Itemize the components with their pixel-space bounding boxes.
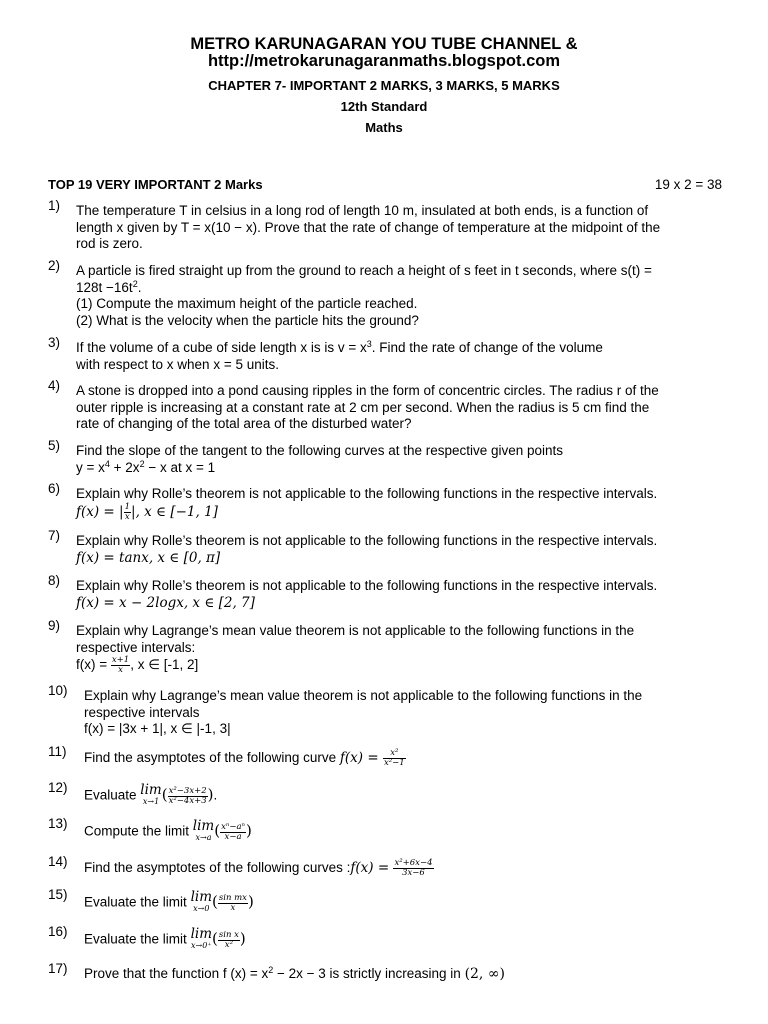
question-line: Explain why Lagrange’s mean value theorem is not applicable to the following functions in the [84, 688, 643, 703]
numerator: 1 [124, 501, 131, 512]
equation-text: If the volume of a cube of side length x is is v = x [76, 340, 367, 355]
fraction [124, 503, 131, 522]
fraction [218, 894, 248, 913]
question-number: 7) [48, 528, 61, 543]
subject-label: Maths [365, 120, 403, 135]
question-line: Explain why Rolle’s theorem is not applicable to the following functions in the respective intervals. [76, 533, 658, 548]
numerator: x²+6x−4 [394, 858, 433, 868]
denominator: x² [224, 939, 233, 950]
question-number: 6) [48, 481, 61, 496]
denominator: x [230, 902, 236, 913]
question-line [76, 340, 722, 357]
numerator: sin mx [218, 892, 247, 903]
question-number: 2) [48, 258, 61, 273]
question-line [76, 460, 722, 477]
question-text: Find the asymptotes of the following curves : [84, 860, 351, 876]
math-text: f(x) = [350, 860, 394, 877]
question-line: respective intervals [84, 704, 200, 720]
numerator: x² [383, 749, 406, 759]
denominator: x [118, 665, 123, 675]
fraction [383, 749, 406, 768]
question-line: A stone is dropped into a pond causing ripples in the form of concentric circles. The radius r of the [76, 383, 659, 398]
fraction [111, 656, 130, 675]
question-line: (2) What is the velocity when the particle hits the ground? [76, 312, 419, 328]
equation-text: 128t −16t [76, 279, 133, 295]
math-expression: f(x) = tanx, x ∈ [0, π] [76, 549, 221, 566]
question-number: 8) [48, 573, 61, 588]
denominator: x−a [224, 831, 242, 842]
limit-text: lim [190, 889, 212, 905]
equation-text: , x ∈ [-1, 2] [130, 657, 199, 673]
fraction [218, 931, 240, 950]
question-text: Find the asymptotes of the following curve [84, 750, 340, 766]
equation-text: . Find the rate of change of the volume [371, 340, 603, 355]
math-interval: (2, ∞) [464, 966, 505, 982]
paren: ) [239, 929, 246, 948]
math-text: f(x) = [339, 750, 383, 767]
chapter-title: CHAPTER 7- IMPORTANT 2 MARKS, 3 MARKS, 5 MARKS [208, 78, 560, 93]
math-expression: f(x) = x − 2logx, x ∈ [2, 7] [76, 594, 255, 611]
limit-subscript: x→a [195, 833, 212, 842]
math-text: f(x) = | [76, 503, 124, 520]
question-text: Evaluate the limit [84, 894, 191, 910]
limit-text: lim [140, 782, 162, 798]
paren: ) [207, 785, 214, 804]
superscript: 2 [132, 278, 138, 289]
question-line: $128t -16t^2$. [76, 278, 142, 295]
blog-url: http://metrokarunagaranmaths.blogspot.com [207, 52, 561, 70]
equation-text: y = x [76, 459, 105, 475]
question-line: Explain why Rolle’s theorem is not applicable to the following functions in the respective intervals. [76, 578, 658, 593]
fraction [393, 859, 433, 878]
limit-operator [192, 818, 215, 843]
paren: ( [212, 892, 218, 911]
question-line: The temperature T in celsius in a long rod of length 10 m, insulated at both ends, is a function of [76, 203, 649, 218]
question-text: Evaluate the limit [84, 931, 191, 947]
question-line [84, 966, 724, 983]
question-number: 16) [48, 924, 68, 939]
question-line: A particle is fired straight up from the ground to reach a height of s feet in t seconds, where s(t) = [76, 263, 652, 278]
paren: ) [247, 892, 254, 911]
question-number: 9) [48, 618, 61, 633]
equation-text: − x at x = 1 [144, 459, 216, 475]
question-line: Find the slope of the tangent to the following curves at the respective given points [76, 443, 564, 458]
channel-title: METRO KARUNAGARAN YOU TUBE CHANNEL & [190, 35, 578, 53]
numerator: x+1 [111, 655, 130, 665]
question-line [84, 889, 724, 914]
question-number: 15) [48, 887, 68, 902]
section-title: TOP 19 VERY IMPORTANT 2 Marks [48, 177, 263, 192]
superscript: 4 [104, 458, 110, 469]
question-line: respective intervals: [76, 639, 196, 655]
numerator: x²−3x+2 [168, 785, 207, 796]
numerator: sin x [218, 929, 239, 940]
denominator: x²−4x+3 [168, 795, 207, 806]
question-number: 3) [48, 335, 61, 350]
question-text: Evaluate [84, 787, 141, 803]
question-line [84, 859, 724, 878]
question-line: Explain why Rolle’s theorem is not applicable to the following functions in the respective intervals. [76, 486, 658, 501]
denominator: x [124, 511, 130, 522]
limit-operator [190, 926, 212, 951]
denominator: x²−1 [383, 758, 405, 768]
question-text: Compute the limit [84, 823, 193, 839]
equation-text: f(x) = [76, 657, 111, 673]
fraction [168, 787, 208, 806]
question-number: 12) [48, 780, 68, 795]
question-line [76, 656, 722, 675]
numerator: xⁿ−aⁿ [221, 821, 245, 832]
limit-subscript: x→1 [142, 797, 160, 806]
math-expression [76, 503, 722, 522]
section-score: 19 x 2 = 38 [654, 177, 722, 192]
paren: ( [214, 821, 221, 840]
superscript: 2 [139, 458, 145, 469]
question-number: 11) [48, 744, 67, 759]
question-line: outer ripple is increasing at a constant rate at 2 cm per second. When the radius is 5 cm find the [76, 399, 650, 415]
equation-text: + 2x [109, 459, 140, 475]
fraction [220, 823, 246, 842]
math-text: |, x ∈ [−1, 1] [131, 503, 218, 520]
section-heading [48, 177, 722, 192]
question-line: (1) Compute the maximum height of the particle reached. [76, 296, 418, 311]
limit-subscript: x→0 [193, 904, 210, 913]
limit-text: lim [192, 818, 215, 834]
question-line [84, 782, 724, 807]
question-line [84, 818, 724, 843]
question-number: 4) [48, 378, 61, 393]
paren: ( [212, 929, 218, 948]
question-line: Explain why Lagrange’s mean value theorem is not applicable to the following functions in the [76, 623, 635, 638]
question-line: with respect to x when x = 5 units. [76, 356, 279, 372]
question-text: Prove that the function f (x) = x [84, 966, 269, 981]
limit-text: lim [190, 926, 212, 942]
paren: ( [161, 785, 168, 804]
limit-subscript: x→0⁺ [191, 941, 212, 950]
superscript: 2 [268, 965, 274, 975]
denominator: 3x−6 [402, 868, 425, 878]
question-line: f(x) = |3x + 1|, x ∈ |-1, 3| [84, 721, 231, 736]
question-line: length x given by T = x(10 − x). Prove that the rate of change of temperature at the midpoint of the [76, 219, 661, 235]
question-line: rod is zero. [76, 236, 143, 251]
limit-operator [190, 889, 212, 914]
superscript: 3 [366, 339, 372, 349]
question-number: 13) [48, 816, 68, 831]
question-number: 14) [48, 854, 68, 869]
standard-label: 12th Standard [340, 99, 428, 114]
limit-operator [140, 782, 162, 807]
question-number: 10) [48, 683, 68, 698]
question-line [84, 749, 724, 768]
question-number: 5) [48, 438, 61, 453]
question-text: − 2x − 3 is strictly increasing in [273, 966, 465, 981]
question-number: 17) [48, 961, 68, 976]
question-number: 1) [48, 198, 61, 213]
question-text: . [213, 787, 218, 803]
question-line [84, 926, 724, 951]
question-line: rate of changing of the total area of the disturbed water? [76, 416, 412, 431]
paren: ) [245, 821, 252, 840]
